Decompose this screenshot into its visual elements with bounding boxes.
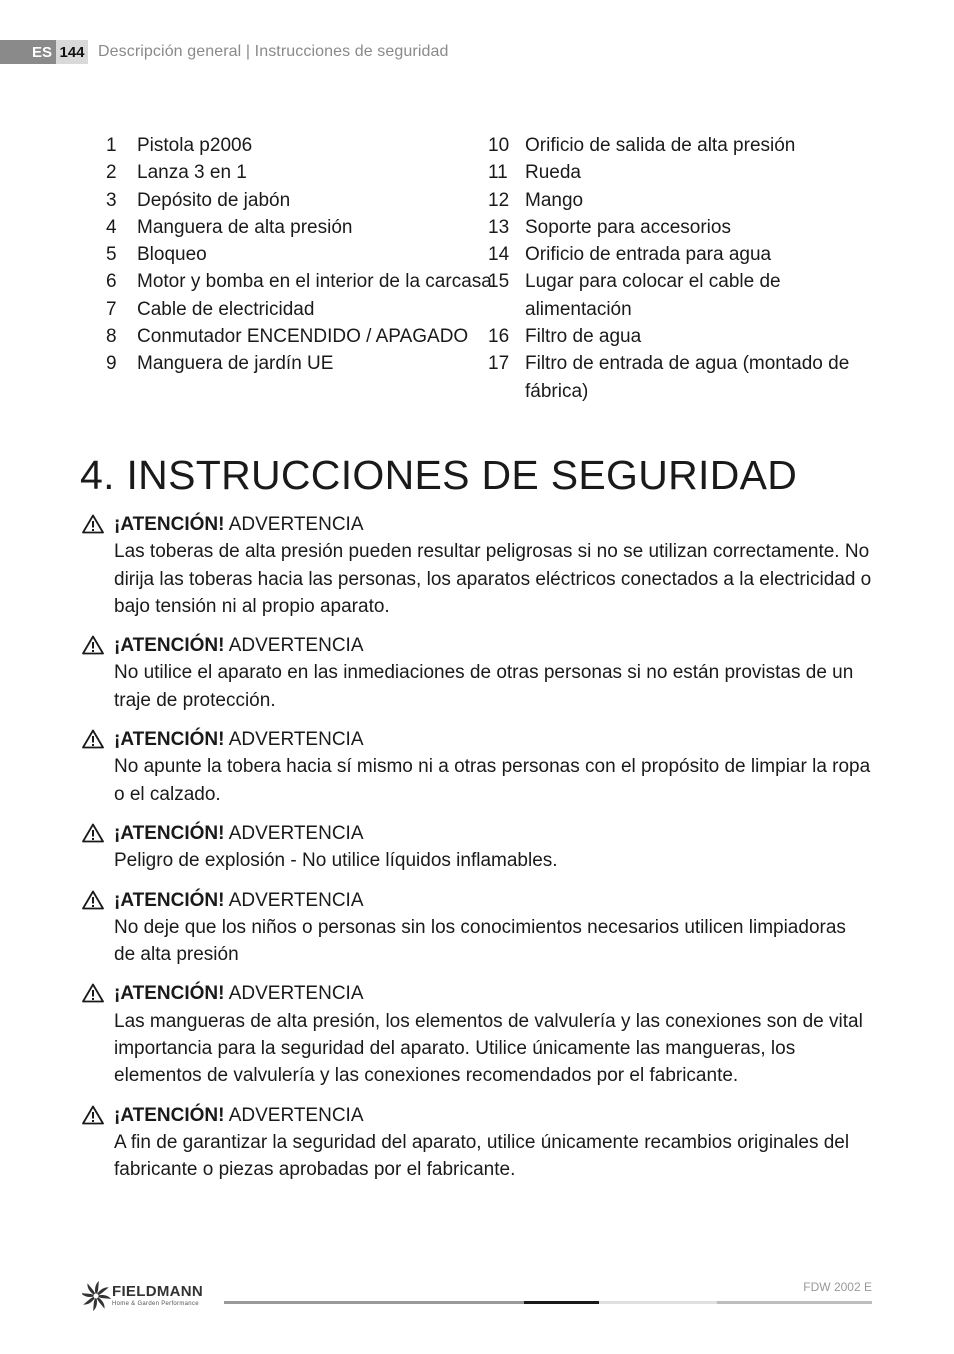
part-label: Lugar para colocar el cable de alimentación xyxy=(525,271,781,320)
part-item xyxy=(106,241,498,268)
part-number: 9 xyxy=(106,353,117,375)
part-label: Filtro de agua xyxy=(525,326,642,348)
part-item xyxy=(106,296,498,323)
warning-text: No utilice el aparato en las inmediaciones de otras personas si no están provistas de un traje de protección. xyxy=(114,662,854,711)
footer-rule-segment xyxy=(524,1301,599,1304)
part-item xyxy=(488,214,878,241)
part-item xyxy=(488,159,878,186)
part-label: Filtro de entrada de agua (montado de fábrica) xyxy=(525,353,850,402)
warning-type: ADVERTENCIA xyxy=(228,514,364,535)
warning-triangle-icon xyxy=(82,983,104,1003)
parts-list-right xyxy=(488,132,878,405)
warning-heading xyxy=(114,820,872,847)
part-item xyxy=(488,323,878,350)
part-item xyxy=(488,132,878,159)
warning-label: ¡ATENCIÓN! xyxy=(114,514,225,535)
part-number: 4 xyxy=(106,216,117,238)
brand-name: FIELDMANN xyxy=(112,1283,204,1300)
warning-type: ADVERTENCIA xyxy=(228,822,364,844)
warning-block xyxy=(82,820,872,875)
section-title: 4. INSTRUCCIONES DE SEGURIDAD xyxy=(80,452,798,498)
part-label: Manguera de alta presión xyxy=(137,216,353,238)
part-number: 7 xyxy=(106,298,117,320)
part-number: 6 xyxy=(106,271,117,293)
warning-heading xyxy=(114,632,872,659)
part-label: Soporte para accesorios xyxy=(525,216,731,238)
warning-triangle-icon xyxy=(82,514,104,534)
warning-label: ¡ATENCIÓN! xyxy=(114,1104,225,1126)
warning-block xyxy=(82,887,872,969)
warning-block xyxy=(82,511,872,620)
part-item xyxy=(106,350,498,377)
warning-text: Las toberas de alta presión pueden resultar peligrosas si no se utilizan correctamente. No dirija las toberas hacia las personas, los aparatos eléctricos conectados a la electricidad o bajo tensión ni al propio aparato. xyxy=(114,541,872,617)
warning-block xyxy=(82,726,872,808)
part-number: 8 xyxy=(106,326,117,348)
warning-block xyxy=(82,980,872,1089)
warning-type: ADVERTENCIA xyxy=(228,983,364,1005)
brand-logo xyxy=(82,1278,222,1314)
warning-heading xyxy=(114,726,872,753)
part-item xyxy=(488,350,878,405)
part-number: 1 xyxy=(106,135,117,156)
warning-block xyxy=(82,632,872,714)
warning-label: ¡ATENCIÓN! xyxy=(114,822,225,844)
warning-text: A fin de garantizar la seguridad del aparato, utilice únicamente recambios originales del fabricante o piezas aprobadas por el fabricante. xyxy=(114,1131,850,1181)
page-header xyxy=(0,40,448,64)
model-number: FDW 2002 E xyxy=(803,1280,872,1294)
part-label: Orificio de salida de alta presión xyxy=(525,135,796,156)
part-number: 17 xyxy=(488,353,510,375)
footer-rule-segment xyxy=(599,1301,717,1304)
warning-heading xyxy=(114,511,872,538)
part-label: Lanza 3 en 1 xyxy=(137,162,247,184)
parts-list-left xyxy=(106,132,498,405)
fieldmann-fan-logo-icon xyxy=(82,1278,112,1314)
part-number: 14 xyxy=(488,244,510,266)
part-item xyxy=(488,268,878,323)
part-label: Orificio de entrada para agua xyxy=(525,244,772,266)
part-label: Rueda xyxy=(525,162,581,184)
part-number: 2 xyxy=(106,162,117,184)
part-number: 16 xyxy=(488,326,510,348)
part-number: 5 xyxy=(106,244,117,266)
warning-type: ADVERTENCIA xyxy=(228,729,364,751)
warning-type: ADVERTENCIA xyxy=(228,1104,364,1126)
warning-triangle-icon xyxy=(82,890,104,910)
warning-type: ADVERTENCIA xyxy=(228,889,364,911)
part-label: Conmutador ENCENDIDO / APAGADO xyxy=(137,326,469,348)
parts-list xyxy=(106,132,886,405)
warning-triangle-icon xyxy=(82,823,104,843)
warnings-list xyxy=(82,511,872,1196)
warning-type: ADVERTENCIA xyxy=(228,635,364,657)
warning-label: ¡ATENCIÓN! xyxy=(114,635,225,657)
part-item xyxy=(488,241,878,268)
part-label: Cable de electricidad xyxy=(137,298,315,320)
part-item xyxy=(106,214,498,241)
warning-triangle-icon xyxy=(82,635,104,655)
part-item xyxy=(106,132,498,159)
part-number: 11 xyxy=(488,162,508,184)
part-label: Manguera de jardín UE xyxy=(137,353,334,375)
part-label: Depósito de jabón xyxy=(137,189,291,211)
language-tag: ES xyxy=(0,40,56,64)
warning-heading xyxy=(114,980,872,1007)
part-label: Mango xyxy=(525,189,584,211)
part-number: 12 xyxy=(488,189,510,211)
brand-tagline: Home & Garden Performance xyxy=(112,1301,199,1307)
page-number: 144 xyxy=(56,40,88,64)
part-item xyxy=(488,187,878,214)
warning-heading xyxy=(114,887,872,914)
footer-rule-segment xyxy=(224,1301,524,1304)
part-number: 13 xyxy=(488,216,510,238)
warning-label: ¡ATENCIÓN! xyxy=(114,889,225,911)
part-label: Pistola p2006 xyxy=(137,135,253,156)
warning-triangle-icon xyxy=(82,1105,104,1125)
part-item xyxy=(106,187,498,214)
part-number: 3 xyxy=(106,189,117,211)
part-item xyxy=(106,323,498,350)
part-number: 10 xyxy=(488,135,510,156)
warning-heading xyxy=(114,1102,872,1129)
footer-rule-segment xyxy=(717,1301,872,1304)
warning-triangle-icon xyxy=(82,729,104,749)
warning-text: No apunte la tobera hacia sí mismo ni a otras personas con el propósito de limpiar la ropa o el calzado. xyxy=(114,756,871,805)
warning-label: ¡ATENCIÓN! xyxy=(114,729,225,751)
part-number: 15 xyxy=(488,271,510,293)
part-label: Bloqueo xyxy=(137,244,207,266)
part-item xyxy=(106,268,498,295)
header-title: Descripción general | Instrucciones de seguridad xyxy=(98,43,449,60)
part-label: Motor y bomba en el interior de la carcasa xyxy=(137,271,492,293)
warning-label: ¡ATENCIÓN! xyxy=(114,983,225,1005)
warning-text: Las mangueras de alta presión, los elementos de valvulería y las conexiones son de vital importancia para la seguridad del aparato. Utilice únicamente las mangueras, los elementos de valvulería y las conexiones recomendados por el fabricante. xyxy=(114,1010,863,1087)
warning-text: No deje que los niños o personas sin los conocimientos necesarios utilicen limpiadoras de alta presión xyxy=(114,916,846,966)
warning-block xyxy=(82,1102,872,1184)
part-item xyxy=(106,159,498,186)
page-footer xyxy=(82,1276,872,1316)
warning-text: Peligro de explosión - No utilice líquidos inflamables. xyxy=(114,850,558,872)
